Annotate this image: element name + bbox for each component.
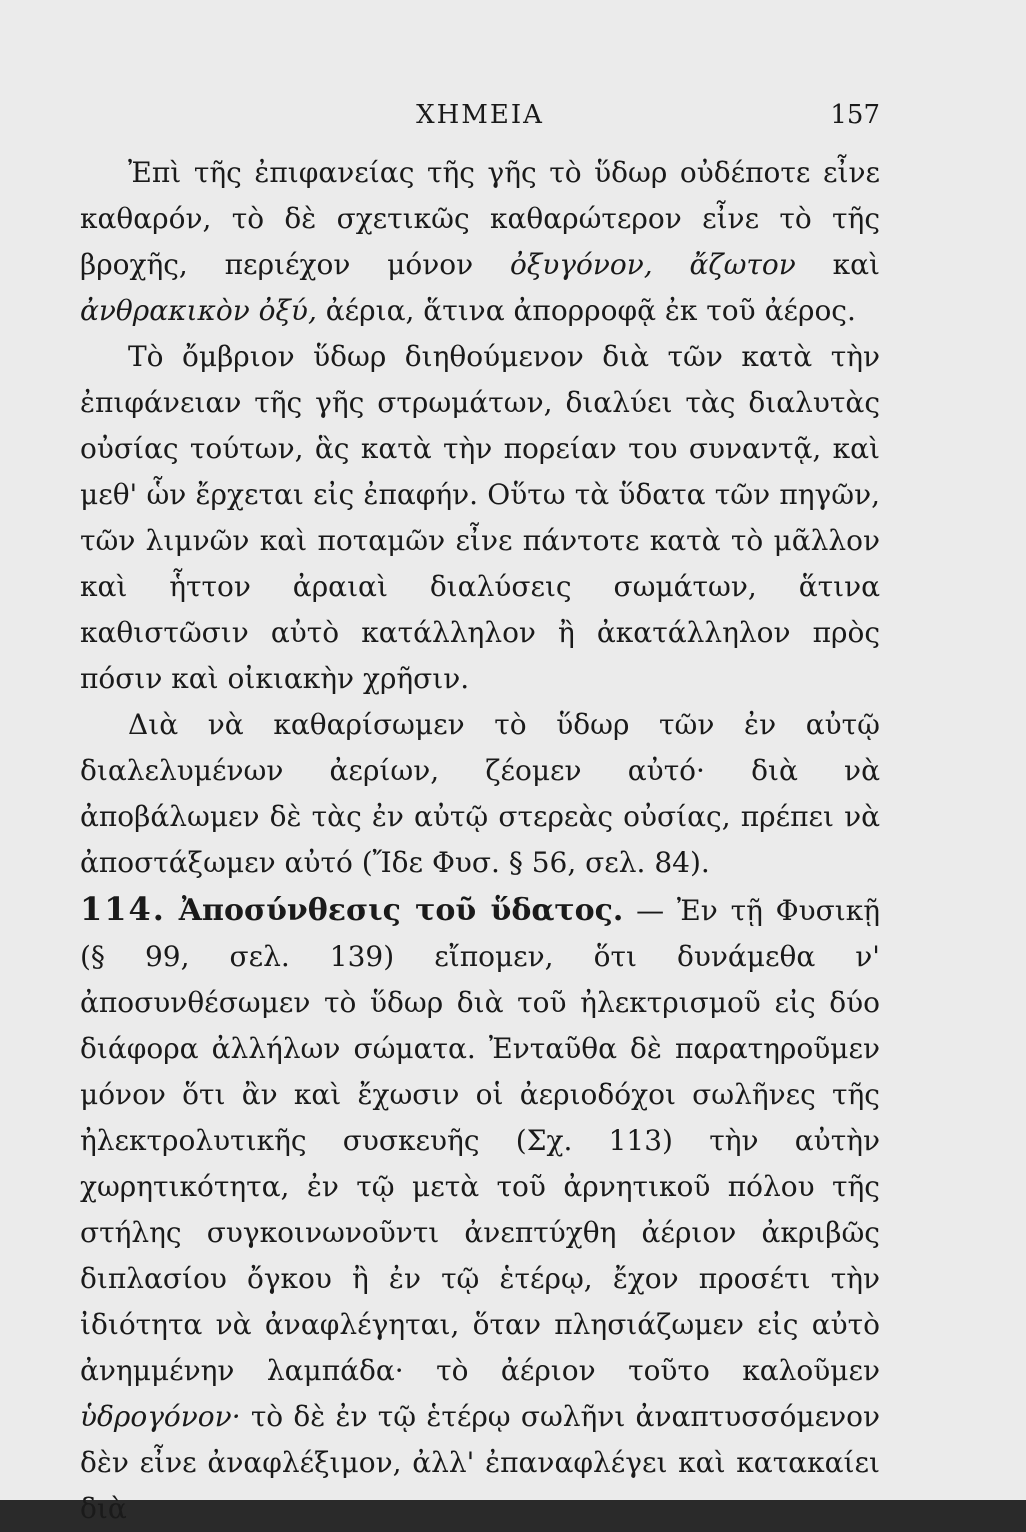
- running-title: ΧΗΜΕΙΑ: [416, 100, 544, 130]
- paragraph-4-text-a: — Ἐν τῇ Φυσικῇ (§ 99, σελ. 139) εἴπομεν, ὅτι δυνάμεθα ν' ἀποσυνθέσωμεν τὸ ὕδωρ διὰ τοῦ ἠλεκτρισμοῦ εἰς δύο διάφορα ἀλλήλων σώματα. Ἐνταῦθα δὲ παρατηροῦμεν μόνον ὅτι ἂν καὶ ἔχωσιν οἱ ἀεριοδόχοι σωλῆνες τῆς ἠλεκτρολυτικῆς συσκευῆς (Σχ. 113) τὴν αὐτὴν χωρητικότητα, ἐν τῷ μετὰ τοῦ ἀρνητικοῦ πόλου τῆς στήλης συγκοινωνοῦντι ἀνεπτύχθη ἀέριον ἀκριβῶς διπλασίου ὄγκου ἢ ἐν τῷ ἑτέρῳ, ἔχον προσέτι τὴν ἰδιότητα νὰ ἀναφλέγηται, ὅταν πλησιάζωμεν εἰς αὐτὸ ἀνημμένην λαμπάδα· τὸ ἀέριον τοῦτο καλοῦμεν: [80, 894, 880, 1387]
- text-body: [80, 150, 880, 1532]
- paragraph-1-text-c: ἀέρια, ἅτινα ἀπορροφᾷ ἐκ τοῦ ἀέρος.: [316, 294, 856, 327]
- paragraph-1-text-a: Ἐπὶ τῆς ἐπιφανείας τῆς γῆς τὸ ὕδωρ οὐδέποτε εἶνε καθαρόν, τὸ δὲ σχετικῶς καθαρώτερον εἶνε τὸ τῆς βροχῆς, περιέχον μόνον: [80, 156, 880, 281]
- running-head: [80, 100, 880, 140]
- paragraph-4-text-b: τὸ δὲ ἐν τῷ ἑτέρῳ σωλῆνι ἀναπτυσσόμενον δὲν εἶνε ἀναφλέξιμον, ἀλλ' ἐπαναφλέγει καὶ κατακαίει διὰ: [80, 1400, 880, 1525]
- section-title: Ἀποσύνθεσις τοῦ ὕδατος.: [178, 893, 624, 928]
- paragraph-1: [80, 150, 880, 334]
- paragraph-1-italic-carbonic: ἀνθρακικὸν ὀξύ,: [80, 294, 317, 327]
- paragraph-4-italic-hydrogen: ὑδρογόνον·: [80, 1400, 241, 1433]
- paragraph-1-text-b: καὶ: [795, 248, 880, 281]
- paragraph-2: Τὸ ὄμβριον ὕδωρ διηθούμενον διὰ τῶν κατὰ τὴν ἐπιφάνειαν τῆς γῆς στρωμάτων, διαλύει τὰς διαλυτὰς οὐσίας τούτων, ἃς κατὰ τὴν πορείαν του συναντᾷ, καὶ μεθ' ὧν ἔρχεται εἰς ἐπαφήν. Οὕτω τὰ ὕδατα τῶν πηγῶν, τῶν λιμνῶν καὶ ποταμῶν εἶνε πάντοτε κατὰ τὸ μᾶλλον καὶ ἧττον ἀραιαὶ διαλύσεις σωμάτων, ἅτινα καθιστῶσιν αὐτὸ κατάλληλον ἢ ἀκατάλληλον πρὸς πόσιν καὶ οἰκιακὴν χρῆσιν.: [80, 340, 880, 695]
- section-number: 114.: [80, 890, 166, 928]
- paragraph-1-italic-gases: ὀξυγόνον, ἄζωτον: [509, 248, 796, 281]
- paragraph-3: Διὰ νὰ καθαρίσωμεν τὸ ὕδωρ τῶν ἐν αὐτῷ διαλελυμένων ἀερίων, ζέομεν αὐτό· διὰ νὰ ἀποβάλωμεν δὲ τὰς ἐν αὐτῷ στερεὰς οὐσίας, πρέπει νὰ ἀποστάξωμεν αὐτό (Ἴδε Φυσ. § 56, σελ. 84).: [80, 708, 880, 879]
- page-number: 157: [830, 100, 880, 130]
- paragraph-4: [80, 886, 880, 1532]
